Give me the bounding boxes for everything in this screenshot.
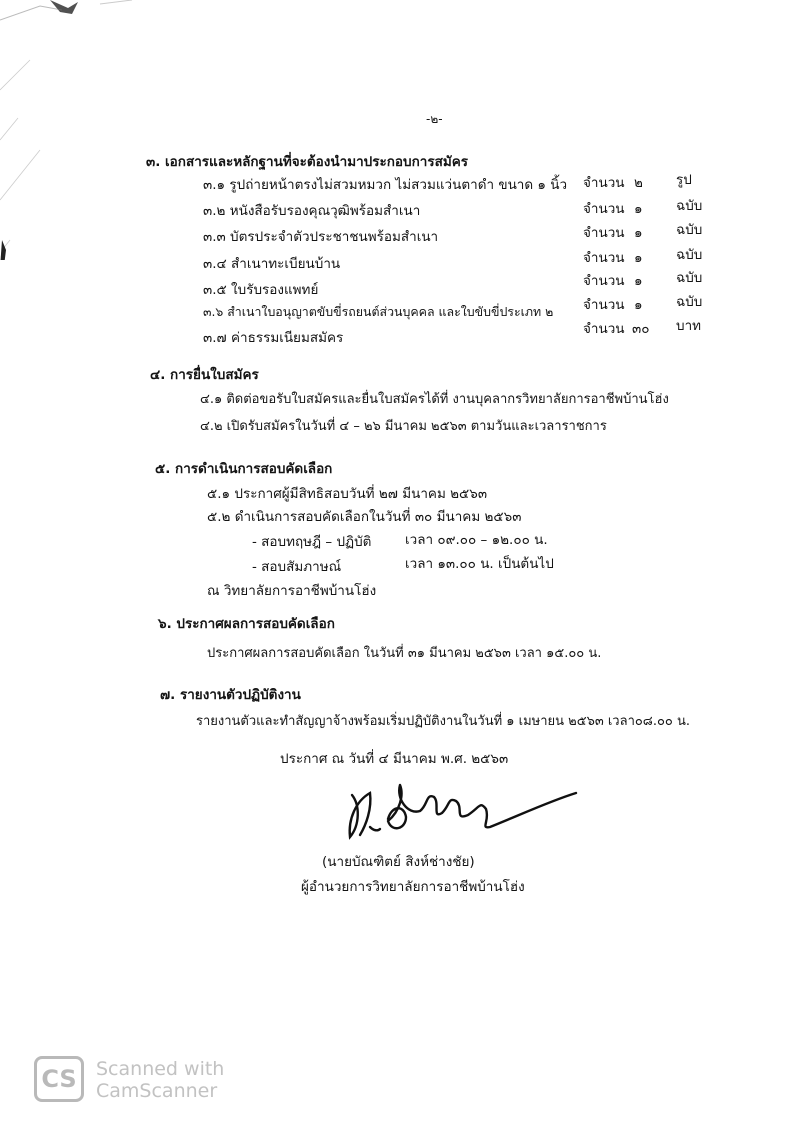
page-number: -๒- bbox=[426, 112, 443, 126]
list-item-3-2-label: ๓.๒ หนังสือรับรองคุณวุฒิพร้อมสำเนา bbox=[203, 203, 421, 219]
signatory-position: ผู้อำนวยการวิทยาลัยการอาชีพบ้านโฮ่ง bbox=[301, 879, 525, 895]
section-5-venue: ณ วิทยาลัยการอาชีพบ้านโฮ่ง bbox=[207, 583, 377, 599]
list-item-3-3-qty: ๑ bbox=[634, 225, 643, 241]
list-item-3-1-unit: รูป bbox=[676, 172, 692, 188]
list-item-3-4-label: ๓.๔ สำเนาทะเบียนบ้าน bbox=[203, 256, 341, 272]
section-5-sub-2-label: - สอบสัมภาษณ์ bbox=[252, 559, 342, 575]
section-5-heading: ๕. การดำเนินการสอบคัดเลือก bbox=[155, 461, 333, 477]
list-item-3-7-qty-label: จำนวน bbox=[583, 321, 625, 337]
section-4-line-2: ๔.๒ เปิดรับสมัครในวันที่ ๔ – ๒๖ มีนาคม ๒๕๖๓ ตามวันและเวลาราชการ bbox=[200, 419, 607, 434]
list-item-3-1-qty-label: จำนวน bbox=[583, 175, 625, 191]
watermark-line-1: Scanned with bbox=[96, 1058, 225, 1080]
list-item-3-2-qty-label: จำนวน bbox=[583, 201, 625, 217]
list-item-3-7-qty: ๓๐ bbox=[632, 321, 650, 337]
list-item-3-1-label: ๓.๑ รูปถ่ายหน้าตรงไม่สวมหมวก ไม่สวมแว่นตาดำ ขนาด ๑ นิ้ว bbox=[203, 177, 568, 193]
section-3-heading: ๓. เอกสารและหลักฐานที่จะต้องนำมาประกอบการสมัคร bbox=[146, 154, 469, 170]
list-item-3-2-qty: ๑ bbox=[634, 201, 643, 217]
list-item-3-7-unit: บาท bbox=[676, 318, 702, 334]
list-item-3-6-qty: ๑ bbox=[634, 297, 643, 313]
list-item-3-4-qty: ๑ bbox=[634, 250, 643, 266]
list-item-3-6-unit: ฉบับ bbox=[676, 294, 703, 310]
list-item-3-5-label: ๓.๕ ใบรับรองแพทย์ bbox=[203, 282, 319, 298]
list-item-3-4-qty-label: จำนวน bbox=[583, 250, 625, 266]
section-7-line-1: รายงานตัวและทำสัญญาจ้างพร้อมเริ่มปฏิบัติงานในวันที่ ๑ เมษายน ๒๕๖๓ เวลา๐๘.๐๐ น. bbox=[196, 714, 690, 729]
announcement-date: ประกาศ ณ วันที่ ๔ มีนาคม พ.ศ. ๒๕๖๓ bbox=[280, 751, 509, 767]
section-7-heading: ๗. รายงานตัวปฏิบัติงาน bbox=[160, 687, 301, 703]
list-item-3-5-qty: ๑ bbox=[634, 273, 643, 289]
section-4-line-1: ๔.๑ ติดต่อขอรับใบสมัครและยื่นใบสมัครได้ที่ งานบุคลากรวิทยาลัยการอาชีพบ้านโฮ่ง bbox=[200, 392, 669, 407]
list-item-3-2-unit: ฉบับ bbox=[676, 198, 703, 214]
list-item-3-5-qty-label: จำนวน bbox=[583, 273, 625, 289]
scan-edge-artifact bbox=[0, 0, 140, 260]
list-item-3-6-label: ๓.๖ สำเนาใบอนุญาตขับขี่รถยนต์ส่วนบุคคล และใบขับขี่ประเภท ๒ bbox=[203, 304, 554, 319]
list-item-3-1-qty: ๒ bbox=[634, 175, 643, 191]
section-6-line-1: ประกาศผลการสอบคัดเลือก ในวันที่ ๓๑ มีนาคม ๒๕๖๓ เวลา ๑๕.๐๐ น. bbox=[207, 646, 602, 661]
list-item-3-3-unit: ฉบับ bbox=[676, 222, 703, 238]
section-5-line-1: ๕.๑ ประกาศผู้มีสิทธิสอบวันที่ ๒๗ มีนาคม ๒๕๖๓ bbox=[207, 486, 488, 502]
signature-scribble bbox=[330, 775, 580, 850]
section-5-sub-1-label: - สอบทฤษฎี – ปฏิบัติ bbox=[252, 534, 372, 550]
list-item-3-3-qty-label: จำนวน bbox=[583, 225, 625, 241]
list-item-3-3-label: ๓.๓ บัตรประจำตัวประชาชนพร้อมสำเนา bbox=[203, 229, 439, 245]
signatory-name: (นายบัณฑิตย์ สิงห์ช่างชัย) bbox=[322, 854, 475, 870]
list-item-3-6-qty-label: จำนวน bbox=[583, 297, 625, 313]
section-5-line-2: ๕.๒ ดำเนินการสอบคัดเลือกในวันที่ ๓๐ มีนาคม ๒๕๖๓ bbox=[207, 509, 522, 525]
list-item-3-7-label: ๓.๗ ค่าธรรมเนียมสมัคร bbox=[203, 330, 344, 346]
watermark-line-2: CamScanner bbox=[96, 1080, 218, 1102]
list-item-3-5-unit: ฉบับ bbox=[676, 270, 703, 286]
section-4-heading: ๔. การยื่นใบสมัคร bbox=[150, 367, 259, 383]
section-6-heading: ๖. ประกาศผลการสอบคัดเลือก bbox=[158, 616, 335, 632]
list-item-3-4-unit: ฉบับ bbox=[676, 247, 703, 263]
section-5-sub-2-time: เวลา ๑๓.๐๐ น. เป็นต้นไป bbox=[405, 556, 554, 572]
section-5-sub-1-time: เวลา ๐๙.๐๐ – ๑๒.๐๐ น. bbox=[405, 532, 548, 548]
camscanner-logo: CS bbox=[34, 1056, 84, 1102]
